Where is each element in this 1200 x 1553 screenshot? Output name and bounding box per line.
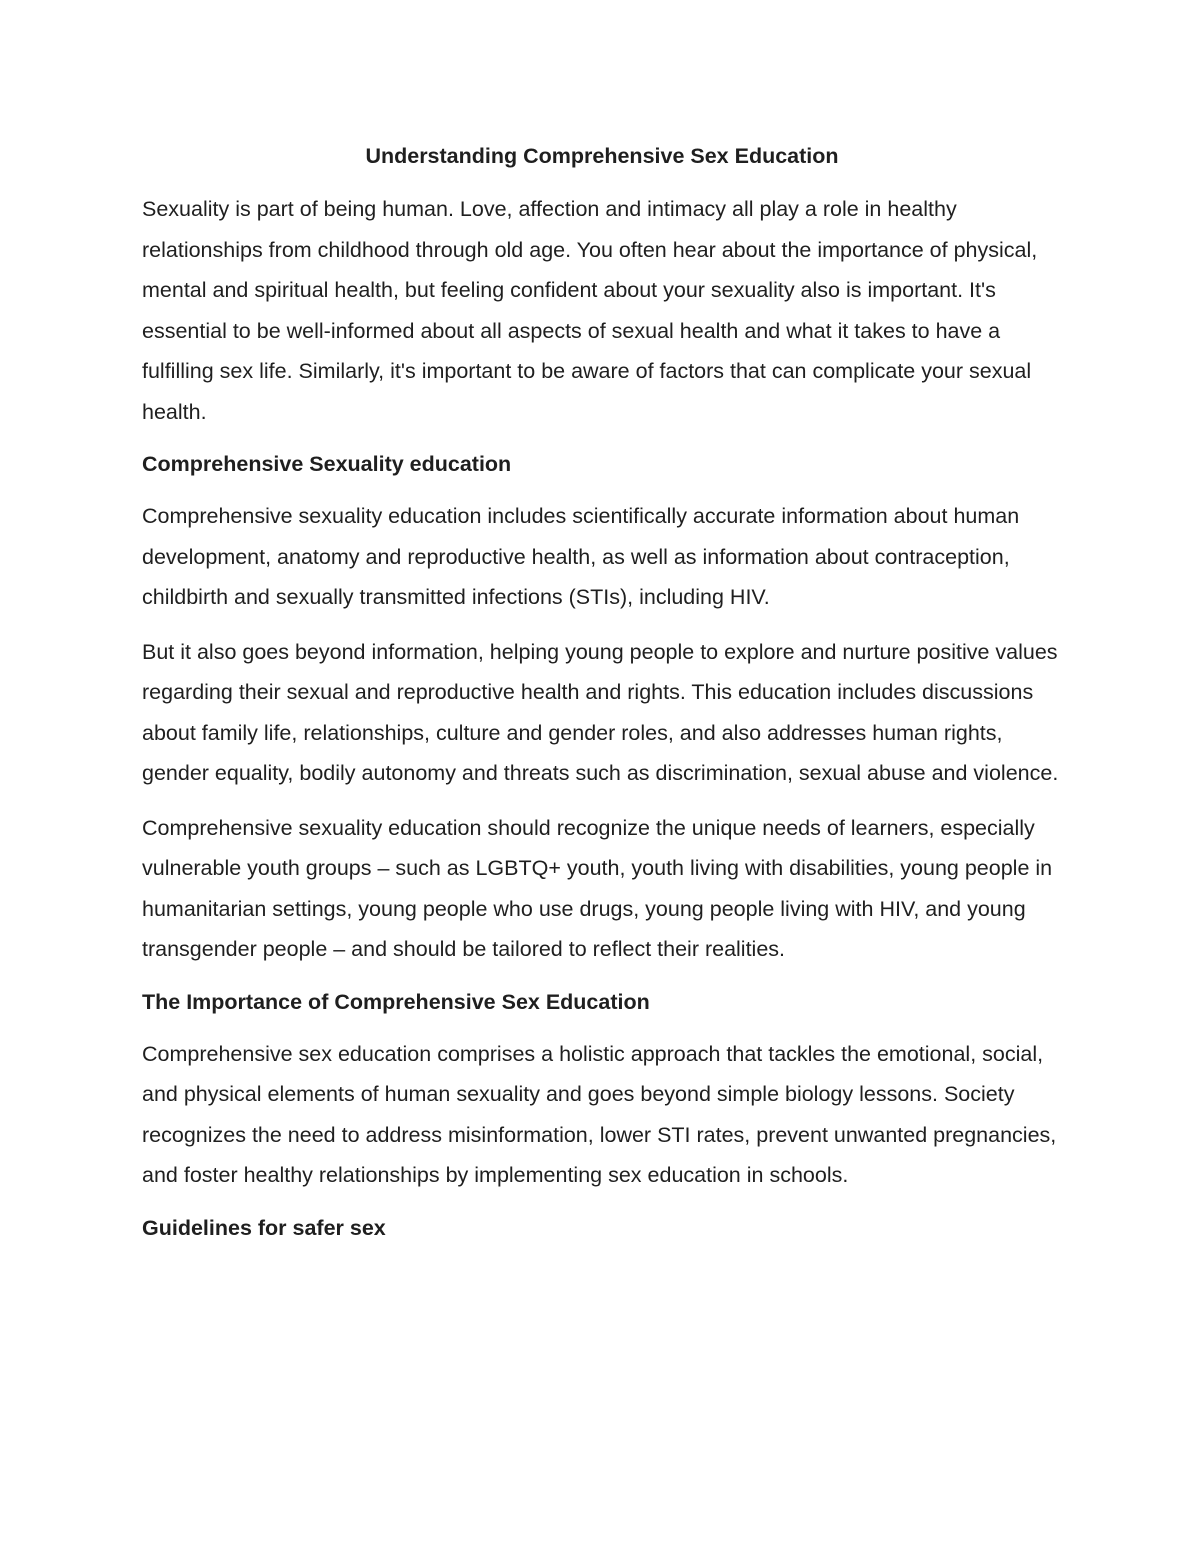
section-heading-comprehensive-sexuality-education: Comprehensive Sexuality education xyxy=(142,452,512,476)
paragraph: Comprehensive sex education comprises a holistic approach that tackles the emotional, social, and physical elements of human sexuality and goes beyond simple biology lessons. Society recognizes the need to address misinformation, lower STI rates, prevent unwanted pregnancies, and foster healthy relationships by implementing sex education in schools. xyxy=(142,1041,1057,1187)
section-heading-importance: The Importance of Comprehensive Sex Education xyxy=(142,989,650,1014)
paragraph: But it also goes beyond information, helping young people to explore and nurture positive values regarding their sexual and reproductive health and rights. This education includes discussions about family life, relationships, culture and gender roles, and also addresses human rights, gender equality, bodily autonomy and threats such as discrimination, sexual abuse and violence. xyxy=(142,639,1059,785)
intro-paragraph: Sexuality is part of being human. Love, affection and intimacy all play a role in healthy relationships from childhood through old age. You often hear about the importance of physical, mental and spiritual health, but feeling confident about your sexuality also is important. It's essential to be well-informed about all aspects of sexual health and what it takes to have a fulfilling sex life. Similarly, it's important to be aware of factors that can complicate your sexual health. xyxy=(142,197,1038,424)
document-page xyxy=(142,138,1062,1260)
document-title: Understanding Comprehensive Sex Education xyxy=(365,144,839,168)
paragraph: Comprehensive sexuality education should recognize the unique needs of learners, especially vulnerable youth groups – such as LGBTQ+ youth, youth living with disabilities, young people in humanitarian settings, young people who use drugs, young people living with HIV, and young transgender people – and should be tailored to reflect their realities. xyxy=(142,815,1053,961)
section-heading-guidelines-safer-sex: Guidelines for safer sex xyxy=(142,1215,386,1240)
paragraph: Comprehensive sexuality education includes scientifically accurate information about human development, anatomy and reproductive health, as well as information about contraception, childbirth and sexually transmitted infections (STIs), including HIV. xyxy=(142,504,1020,609)
